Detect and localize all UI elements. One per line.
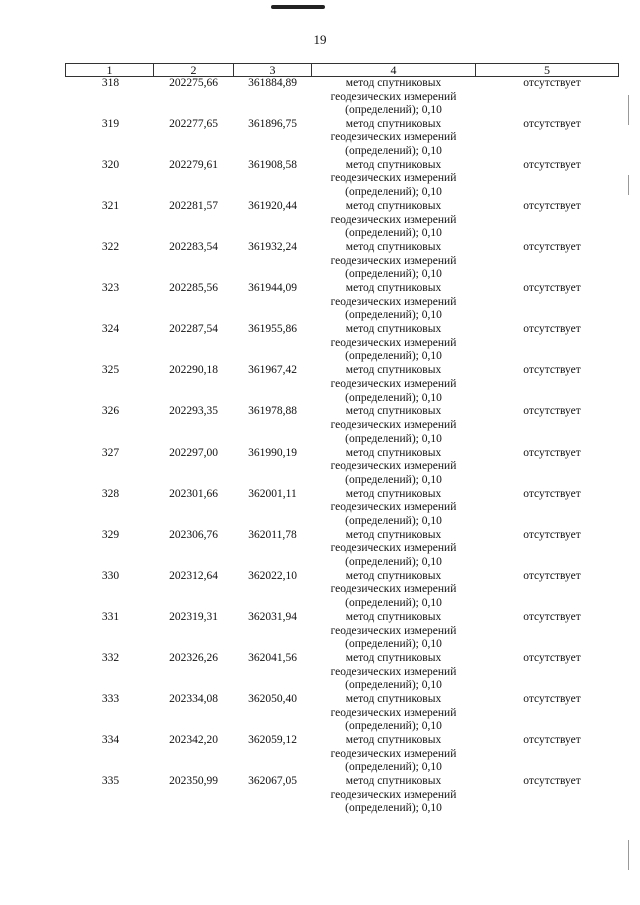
point-number: 329 — [101, 528, 120, 541]
point-number: 333 — [101, 693, 120, 706]
point-number: 320 — [101, 158, 120, 171]
table-row — [66, 405, 619, 446]
table-row — [66, 364, 619, 405]
point-marking-status: отсутствует — [523, 693, 581, 706]
column-header: 5 — [476, 64, 619, 77]
method-line: (определений); 0,10 — [345, 638, 442, 651]
point-marking-status: отсутствует — [523, 775, 581, 788]
column-header: 2 — [154, 64, 234, 77]
y-coordinate: 362041,56 — [248, 652, 297, 664]
method-line: геодезических измерений — [330, 665, 457, 678]
y-coordinate: 361896,75 — [248, 117, 297, 130]
x-coordinate: 202342,20 — [169, 734, 218, 747]
method-line: геодезических измерений — [330, 295, 457, 308]
measurement-method — [312, 570, 476, 611]
table-row — [66, 693, 619, 734]
method-line: геодезических измерений — [330, 213, 457, 226]
measurement-method — [312, 652, 476, 693]
coordinates-table-container — [65, 63, 618, 816]
table-row — [66, 611, 619, 652]
method-line: метод спутниковых — [345, 652, 442, 664]
measurement-method — [312, 447, 476, 488]
method-line: метод спутниковых — [345, 610, 442, 623]
y-coordinate: 362050,40 — [248, 693, 297, 706]
method-line: геодезических измерений — [330, 254, 457, 267]
table-row — [66, 529, 619, 570]
y-coordinate: 361920,44 — [248, 199, 297, 212]
measurement-method — [312, 775, 476, 816]
point-marking-status: отсутствует — [523, 323, 581, 336]
method-line: (определений); 0,10 — [345, 432, 442, 445]
method-line: геодезических измерений — [330, 501, 457, 514]
x-coordinate: 202301,66 — [169, 487, 218, 500]
method-line: геодезических измерений — [330, 90, 457, 103]
y-coordinate: 361944,09 — [248, 282, 297, 295]
point-number: 330 — [101, 569, 120, 582]
y-coordinate: 361978,88 — [248, 405, 297, 418]
y-coordinate: 361955,86 — [248, 323, 297, 336]
method-line: геодезических измерений — [330, 131, 457, 144]
column-header: 1 — [66, 64, 154, 77]
x-coordinate: 202281,57 — [169, 199, 218, 212]
method-line: (определений); 0,10 — [345, 350, 442, 363]
table-row — [66, 447, 619, 488]
x-coordinate: 202277,65 — [169, 117, 218, 130]
method-line: метод спутниковых — [345, 117, 442, 130]
method-line: (определений); 0,10 — [345, 473, 442, 486]
y-coordinate: 361884,89 — [248, 77, 297, 89]
method-line: геодезических измерений — [330, 460, 457, 473]
point-marking-status: отсутствует — [523, 528, 581, 541]
measurement-method — [312, 488, 476, 529]
measurement-method — [312, 693, 476, 734]
table-row — [66, 652, 619, 693]
point-number: 324 — [101, 323, 120, 336]
method-line: (определений); 0,10 — [345, 391, 442, 404]
method-line: метод спутниковых — [345, 734, 442, 747]
measurement-method — [312, 200, 476, 241]
x-coordinate: 202297,00 — [169, 446, 218, 459]
table-row — [66, 200, 619, 241]
method-line: (определений); 0,10 — [345, 309, 442, 322]
point-marking-status: отсутствует — [523, 282, 581, 295]
point-marking-status: отсутствует — [523, 199, 581, 212]
column-header: 3 — [234, 64, 312, 77]
method-line: геодезических измерений — [330, 336, 457, 349]
point-marking-status: отсутствует — [523, 446, 581, 459]
point-marking-status: отсутствует — [523, 652, 581, 664]
point-marking-status: отсутствует — [523, 405, 581, 418]
x-coordinate: 202283,54 — [169, 241, 218, 254]
scan-top-mark — [271, 5, 325, 9]
y-coordinate: 361908,58 — [248, 158, 297, 171]
point-number: 334 — [101, 734, 120, 747]
method-line: геодезических измерений — [330, 747, 457, 760]
measurement-method — [312, 364, 476, 405]
method-line: (определений); 0,10 — [345, 761, 442, 774]
method-line: геодезических измерений — [330, 624, 457, 637]
table-row — [66, 77, 619, 118]
x-coordinate: 202312,64 — [169, 569, 218, 582]
x-coordinate: 202306,76 — [169, 528, 218, 541]
measurement-method — [312, 118, 476, 159]
method-line: (определений); 0,10 — [345, 802, 442, 815]
point-marking-status: отсутствует — [523, 610, 581, 623]
method-line: (определений); 0,10 — [345, 104, 442, 117]
method-line: геодезических измерений — [330, 377, 457, 390]
y-coordinate: 361990,19 — [248, 446, 297, 459]
table-row — [66, 570, 619, 611]
point-number: 327 — [101, 446, 120, 459]
point-number: 332 — [101, 652, 120, 664]
measurement-method — [312, 529, 476, 570]
table-row — [66, 488, 619, 529]
table-header-row — [66, 64, 619, 77]
scan-edge-mark — [628, 840, 629, 870]
table-row — [66, 282, 619, 323]
scan-edge-mark — [628, 95, 629, 125]
point-marking-status: отсутствует — [523, 77, 581, 89]
point-number: 321 — [101, 199, 120, 212]
method-line: метод спутниковых — [345, 775, 442, 788]
y-coordinate: 362001,11 — [248, 487, 297, 500]
point-marking-status: отсутствует — [523, 117, 581, 130]
measurement-method — [312, 611, 476, 652]
method-line: метод спутниковых — [345, 446, 442, 459]
x-coordinate: 202326,26 — [169, 652, 218, 664]
y-coordinate: 361932,24 — [248, 241, 297, 254]
point-number: 335 — [101, 775, 120, 788]
point-number: 322 — [101, 241, 120, 254]
method-line: метод спутниковых — [345, 569, 442, 582]
method-line: (определений); 0,10 — [345, 514, 442, 527]
point-number: 328 — [101, 487, 120, 500]
measurement-method — [312, 734, 476, 775]
x-coordinate: 202293,35 — [169, 405, 218, 418]
y-coordinate: 362011,78 — [248, 528, 297, 541]
method-line: геодезических измерений — [330, 706, 457, 719]
method-line: геодезических измерений — [330, 419, 457, 432]
point-number: 318 — [101, 77, 120, 89]
point-marking-status: отсутствует — [523, 487, 581, 500]
method-line: метод спутниковых — [345, 405, 442, 418]
method-line: геодезических измерений — [330, 542, 457, 555]
measurement-method — [312, 241, 476, 282]
x-coordinate: 202334,08 — [169, 693, 218, 706]
method-line: (определений); 0,10 — [345, 597, 442, 609]
point-number: 326 — [101, 405, 120, 418]
method-line: метод спутниковых — [345, 364, 442, 377]
point-marking-status: отсутствует — [523, 569, 581, 582]
method-line: метод спутниковых — [345, 693, 442, 706]
point-number: 319 — [101, 117, 120, 130]
x-coordinate: 202285,56 — [169, 282, 218, 295]
method-line: (определений); 0,10 — [345, 679, 442, 692]
table-row — [66, 159, 619, 200]
method-line: метод спутниковых — [345, 199, 442, 212]
measurement-method — [312, 323, 476, 364]
y-coordinate: 362022,10 — [248, 569, 297, 582]
y-coordinate: 362059,12 — [248, 734, 297, 747]
table-row — [66, 734, 619, 775]
x-coordinate: 202350,99 — [169, 775, 218, 788]
method-line: геодезических измерений — [330, 583, 457, 596]
method-line: метод спутниковых — [345, 77, 442, 89]
point-marking-status: отсутствует — [523, 734, 581, 747]
measurement-method — [312, 282, 476, 323]
x-coordinate: 202319,31 — [169, 610, 218, 623]
column-header: 4 — [312, 64, 476, 77]
method-line: метод спутниковых — [345, 282, 442, 295]
measurement-method — [312, 77, 476, 118]
page-number: 19 — [313, 32, 327, 47]
method-line: (определений); 0,10 — [345, 720, 442, 733]
point-marking-status: отсутствует — [523, 241, 581, 254]
table-row — [66, 241, 619, 282]
method-line: (определений); 0,10 — [345, 555, 442, 568]
table-row — [66, 118, 619, 159]
method-line: метод спутниковых — [345, 158, 442, 171]
point-number: 323 — [101, 282, 120, 295]
table-row — [66, 323, 619, 364]
point-marking-status: отсутствует — [523, 158, 581, 171]
measurement-method — [312, 159, 476, 200]
point-marking-status: отсутствует — [523, 364, 581, 377]
measurement-method — [312, 405, 476, 446]
coordinates-table — [65, 63, 619, 816]
method-line: метод спутниковых — [345, 487, 442, 500]
table-row — [66, 775, 619, 816]
method-line: метод спутниковых — [345, 241, 442, 254]
y-coordinate: 362031,94 — [248, 610, 297, 623]
method-line: (определений); 0,10 — [345, 268, 442, 281]
scan-edge-mark — [628, 175, 629, 195]
x-coordinate: 202279,61 — [169, 158, 218, 171]
method-line: (определений); 0,10 — [345, 144, 442, 157]
method-line: метод спутниковых — [345, 528, 442, 541]
method-line: (определений); 0,10 — [345, 186, 442, 199]
point-number: 325 — [101, 364, 120, 377]
y-coordinate: 362067,05 — [248, 775, 297, 788]
x-coordinate: 202275,66 — [169, 77, 218, 89]
method-line: геодезических измерений — [330, 788, 457, 801]
method-line: (определений); 0,10 — [345, 227, 442, 240]
method-line: геодезических измерений — [330, 172, 457, 185]
x-coordinate: 202287,54 — [169, 323, 218, 336]
method-line: метод спутниковых — [345, 323, 442, 336]
x-coordinate: 202290,18 — [169, 364, 218, 377]
point-number: 331 — [101, 610, 120, 623]
y-coordinate: 361967,42 — [248, 364, 297, 377]
